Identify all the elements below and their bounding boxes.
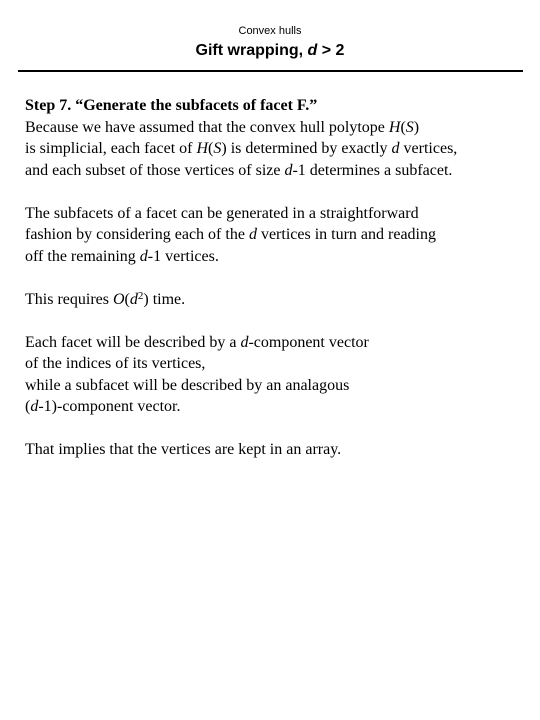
p5-line-1: That implies that the vertices are kept in an array.: [25, 441, 342, 458]
text-run: vertices,: [399, 140, 458, 157]
text-run: Because we have assumed that the convex hull polytope: [25, 118, 389, 136]
math-var: H: [196, 140, 209, 157]
text-run: off the remaining: [25, 247, 140, 265]
slide-title-var: d: [307, 42, 318, 59]
text-run: -component vector: [248, 333, 369, 351]
text-run: (: [25, 398, 31, 415]
slide-title-prefix: Gift wrapping,: [195, 42, 308, 59]
text-run: ) is determined by exactly: [221, 140, 392, 157]
text-run: ): [413, 118, 420, 136]
math-var: S: [405, 118, 414, 136]
math-var: S: [213, 140, 222, 157]
slide-title: [0, 40, 540, 62]
text-run: -1 vertices.: [147, 247, 219, 265]
section-title: Convex hulls: [238, 25, 302, 37]
p3-line-1: [25, 289, 525, 311]
complexity-paragraph: [25, 289, 525, 311]
step-line-1: [25, 117, 525, 139]
math-var: d: [129, 290, 138, 308]
text-run: Each facet will be described by a: [25, 333, 241, 351]
math-var: d: [284, 161, 293, 179]
p2-line-2: [25, 224, 525, 246]
math-var: d: [139, 247, 148, 265]
p4-line-2: of the indices of its vertices,: [25, 355, 206, 372]
text-run: (: [124, 290, 130, 308]
text-run: vertices in turn and reading: [256, 226, 436, 243]
exponent: 2: [137, 289, 144, 302]
math-var: d: [240, 333, 249, 351]
step-line-3: [25, 160, 525, 182]
step-line-2: [25, 138, 525, 160]
text-run: ) time.: [143, 290, 186, 308]
p4-line-1: [25, 332, 525, 354]
array-paragraph: [25, 439, 525, 461]
math-var: d: [391, 140, 400, 157]
text-run: -1)-component vector.: [38, 398, 181, 415]
p4-line-4: [25, 396, 525, 418]
text-run: and each subset of those vertices of size: [25, 161, 285, 179]
text-run: This requires: [25, 290, 113, 308]
text-run: fashion by considering each of the: [25, 226, 249, 243]
title-divider: [18, 70, 523, 72]
text-run: -1 determines a subfacet.: [292, 161, 453, 179]
text-run: is simplicial, each facet of: [25, 140, 197, 157]
math-var: d: [30, 398, 39, 415]
p2-line-1: The subfacets of a facet can be generated in a straightforward: [25, 204, 419, 222]
p4-line-3: while a subfacet will be described by an analagous: [25, 376, 350, 394]
p2-line-3: [25, 246, 525, 268]
math-var: O: [112, 290, 125, 308]
step-heading: Step 7. “Generate the subfacets of facet F.”: [25, 97, 318, 114]
math-var: d: [248, 226, 257, 243]
subfacet-paragraph: [25, 203, 525, 268]
slide-body: [25, 95, 525, 482]
text-run: (: [400, 118, 406, 136]
math-var: H: [388, 118, 401, 136]
slide-title-suffix: > 2: [317, 42, 345, 59]
text-run: (: [208, 140, 214, 157]
vector-paragraph: [25, 332, 525, 418]
step-paragraph: [25, 95, 525, 181]
